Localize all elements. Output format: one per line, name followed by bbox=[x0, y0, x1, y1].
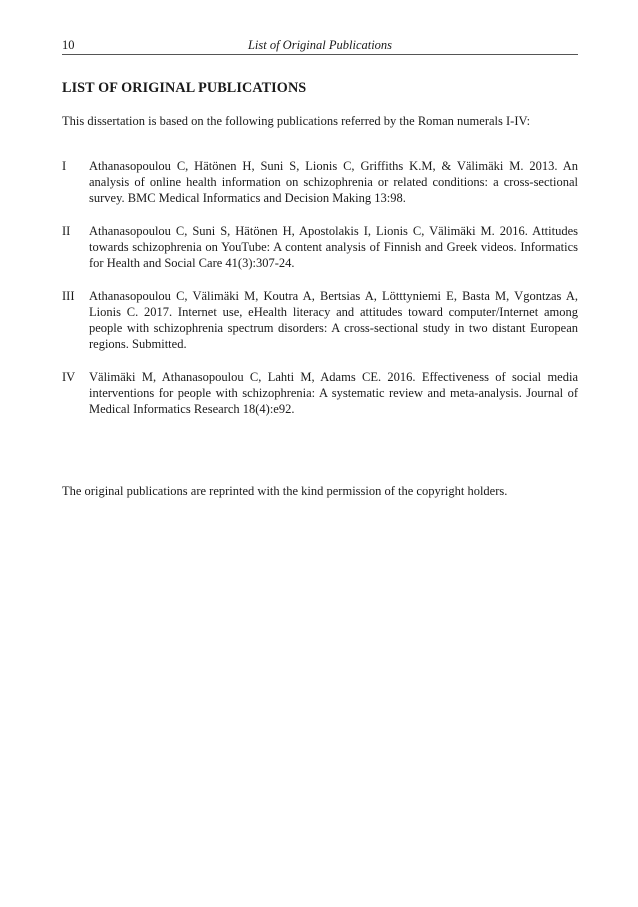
publication-citation: Athanasopoulou C, Välimäki M, Koutra A, Bertsias A, Lötttyniemi E, Basta M, Vgontzas A, Lionis C. 2017. Internet use, eHealth literacy and attitudes toward computer/Internet among people with schizophrenia spectrum disorders: A cross-sectional study in two distant European regions. Submitted. bbox=[89, 289, 578, 351]
publication-citation: Athanasopoulou C, Hätönen H, Suni S, Lionis C, Griffiths K.M, & Välimäki M. 2013. An analysis of online health information on schizophrenia or related conditions: a cross-sectional survey. BMC Medical Informatics and Decision Making 13:98. bbox=[89, 159, 578, 205]
publication-item-1 bbox=[62, 158, 578, 206]
permission-note: The original publications are reprinted with the kind permission of the copyright holders. bbox=[62, 484, 508, 498]
page-number: 10 bbox=[62, 38, 75, 52]
publication-numeral: II bbox=[62, 224, 71, 238]
section-heading: LIST OF ORIGINAL PUBLICATIONS bbox=[62, 80, 307, 96]
publication-item-4 bbox=[62, 369, 578, 417]
publication-item-3 bbox=[62, 288, 578, 352]
intro-paragraph: This dissertation is based on the following publications referred by the Roman numerals I-IV: bbox=[62, 114, 531, 128]
publication-list bbox=[62, 158, 578, 434]
publication-numeral: IV bbox=[62, 370, 76, 384]
running-header-title: List of Original Publications bbox=[247, 38, 393, 52]
publication-citation: Athanasopoulou C, Suni S, Hätönen H, Apostolakis I, Lionis C, Välimäki M. 2016. Attitudes towards schizophrenia on YouTube: A content analysis of Finnish and Greek videos. Informatics for Health and Social Care 41(3):307-24. bbox=[89, 224, 578, 270]
publication-numeral: III bbox=[62, 289, 75, 303]
publication-item-2 bbox=[62, 223, 578, 271]
publication-citation: Välimäki M, Athanasopoulou C, Lahti M, Adams CE. 2016. Effectiveness of social media interventions for people with schizophrenia: A systematic review and meta-analysis. Journal of Medical Informatics Research 18(4):e92. bbox=[89, 370, 578, 416]
publication-numeral: I bbox=[62, 159, 67, 173]
running-header bbox=[62, 36, 578, 55]
